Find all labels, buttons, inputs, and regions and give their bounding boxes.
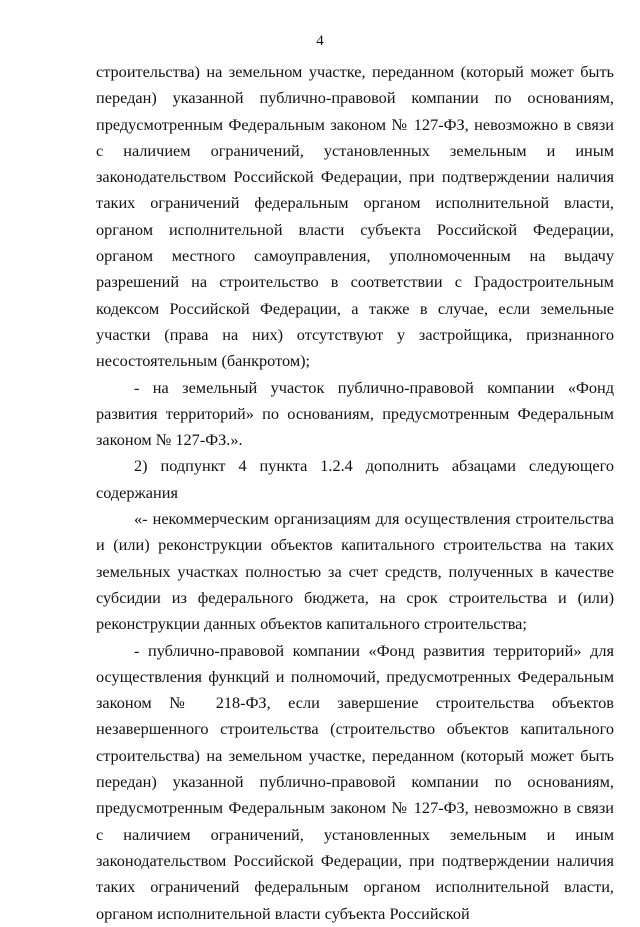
paragraph-fund-functions: - публично-правовой компании «Фонд развития территорий» для осуществления функций и полномочий, предусмотренных Федеральным законом № 218-ФЗ, если завершение строительства объектов незавершенного строительства (строительство объектов капитального строительства) на земельном участке, переданном (который может быть передан) указанной публично-правовой компании по основаниям, предусмотренным Федеральным законом № 127-ФЗ, невозможно в связи с наличием ограничений, установленных земельным и иным законодательством Российской Федерации, при подтверждении наличия таких ограничений федеральным органом исполнительной власти, органом исполнительной власти субъекта Российской xyxy=(96,640,614,923)
page-number: 4 xyxy=(316,33,324,49)
document-body xyxy=(96,59,614,927)
paragraph-continuation: строительства) на земельном участке, переданном (который может быть передан) указанной публично-правовой компании по основаниям, предусмотренным Федеральным законом № 127-ФЗ, невозможно в связи с наличием ограничений, установленных земельным и иным законодательством Российской Федерации, при подтверждении наличия таких ограничений федеральным органом исполнительной власти, органом исполнительной власти субъекта Российской Федерации, органом местного самоуправления, уполномоченным на выдачу разрешений на строительство в соответствии с Градостроительным кодексом Российской Федерации, а также в случае, если земельные участки (права на них) отсутствуют у застройщика, признанного несостоятельным (банкротом); xyxy=(96,62,614,371)
paragraph-land-plot-fund: - на земельный участок публично-правовой компании «Фонд развития территорий» по основаниям, предусмотренным Федеральным законом № 127-ФЗ.». xyxy=(96,377,614,450)
paragraph-nonprofit: «- некоммерческим организациям для осуществления строительства и (или) реконструкции объектов капитального строительства на таких земельных участках полностью за счет средств, полученных в качестве субсидии из федерального бюджета, на срок строительства и (или) реконструкции данных объектов капитального строительства; xyxy=(96,509,614,634)
paragraph-amendment-2: 2) подпункт 4 пункта 1.2.4 дополнить абзацами следующего содержания xyxy=(96,456,614,502)
